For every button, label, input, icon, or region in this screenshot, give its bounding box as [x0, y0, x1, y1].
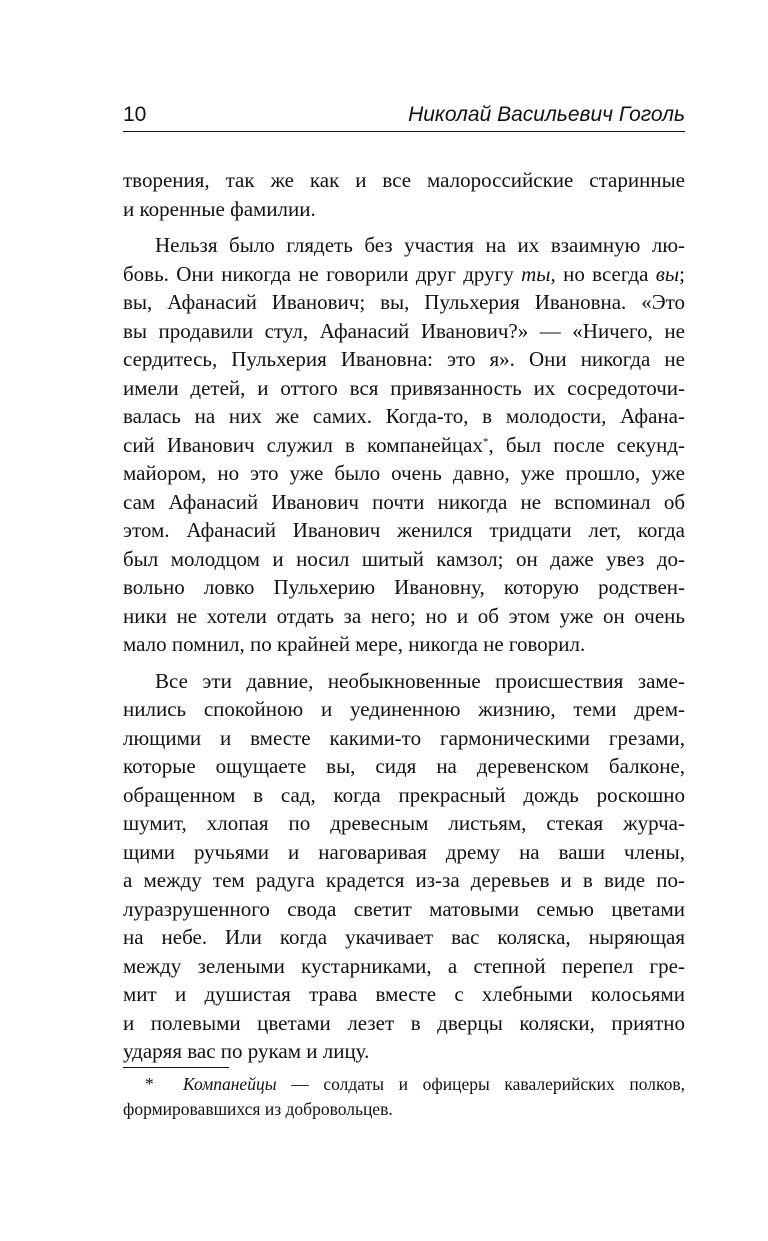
text-line: и полевыми цветами лезет в дверцы коляски, приятно	[123, 1010, 685, 1035]
text-line: и коренные фамилии.	[123, 196, 316, 221]
text-line: валась на них же самих. Когда-то, в молодости, Афана-	[123, 404, 685, 428]
text-line: формировавшихся из добровольцев.	[123, 1099, 393, 1119]
text-line: Все эти давние, необыкновенные происшествия заме-	[155, 668, 685, 693]
text-line: между зелеными кустарниками, а степной перепел гре-	[123, 953, 685, 978]
text-run: бовь. Они никогда не говорили друг другу	[123, 261, 522, 286]
text-line: был молодцом и носил шитый камзол; он даже увез до-	[123, 546, 685, 571]
paragraph-1	[123, 166, 685, 223]
text-line: вольно ловко Пульхерию Ивановну, которую родствен-	[123, 575, 685, 599]
text-line: мало помнил, по крайней мере, никогда не говорил.	[123, 632, 586, 656]
body-text	[123, 166, 685, 1066]
text-line: а между тем радуга крадется из-за деревьев и в виде по-	[123, 868, 685, 892]
text-line: лющими и вместе какими-то гармоническими грезами,	[123, 725, 685, 750]
text-line: майором, но это уже было очень давно, уже прошло, уже	[123, 461, 685, 485]
header-rule	[123, 131, 685, 132]
text-line: этом. Афанасий Иванович женился тридцати лет, когда	[123, 518, 685, 542]
text-line: шумит, хлопая по древесным листьям, стекая журча-	[123, 811, 685, 835]
footnote-reference[interactable]: *	[483, 435, 489, 448]
paragraph-3	[123, 667, 685, 1066]
footnote-rule	[123, 1067, 229, 1068]
text-line: творения, так же как и все малороссийские старинные	[123, 168, 685, 192]
text-run: ;	[679, 261, 685, 286]
page-number: 10	[123, 103, 147, 126]
paragraph-2	[123, 231, 685, 659]
text-line: Нельзя было глядеть без участия на их взаимную лю-	[155, 233, 685, 257]
footnote	[123, 1072, 685, 1122]
page-header	[123, 98, 685, 132]
text-line	[123, 260, 685, 289]
running-title: Николай Васильевич Гоголь	[408, 103, 685, 126]
footnote-text: — солдаты и офицеры кавалерийских полков,	[276, 1074, 685, 1094]
footnote-marker: *	[145, 1074, 154, 1094]
text-run: , был после секунд-	[488, 432, 686, 457]
text-line: мит и душистая трава вместе с хлебными колосьями	[123, 982, 685, 1006]
text-line	[123, 431, 685, 460]
text-line: вы продавили стул, Афанасий Иванович?» — «Ничего, не	[123, 318, 685, 343]
text-line: сердитесь, Пульхерия Ивановна: это я». Они никогда не	[123, 347, 685, 371]
text-line: ударяя вас по рукам и лицу.	[123, 1039, 370, 1063]
text-line: ники не хотели отдать за него; но и об этом уже он очень	[123, 603, 685, 628]
text-line: сам Афанасий Иванович почти никогда не вспоминал об	[123, 489, 685, 514]
footnote-term: Компанейцы	[183, 1074, 277, 1094]
text-run: но всегда	[555, 261, 656, 286]
text-line	[123, 1072, 685, 1097]
emphasis-ty: ты,	[521, 261, 556, 286]
text-line: которые ощущаете вы, сидя на деревенском балконе,	[123, 754, 685, 778]
text-line: на небе. Или когда укачивает вас коляска, ныряющая	[123, 925, 685, 949]
text-line: обращенном в сад, когда прекрасный дождь роскошно	[123, 782, 685, 807]
text-run: сий Иванович служил в компанейцах	[123, 432, 483, 457]
text-line: вы, Афанасий Иванович; вы, Пульхерия Ивановна. «Это	[123, 290, 685, 314]
emphasis-vy: вы	[655, 261, 680, 286]
text-line: нились спокойною и уединенною жизнию, теми дрем-	[123, 697, 685, 721]
text-line: щими ручьями и наговаривая дрему на ваши члены,	[123, 839, 685, 864]
text-line: имели детей, и оттого вся привязанность их сосредоточи-	[123, 375, 685, 400]
text-line: луразрушенного свода светит матовыми семью цветами	[123, 896, 685, 921]
